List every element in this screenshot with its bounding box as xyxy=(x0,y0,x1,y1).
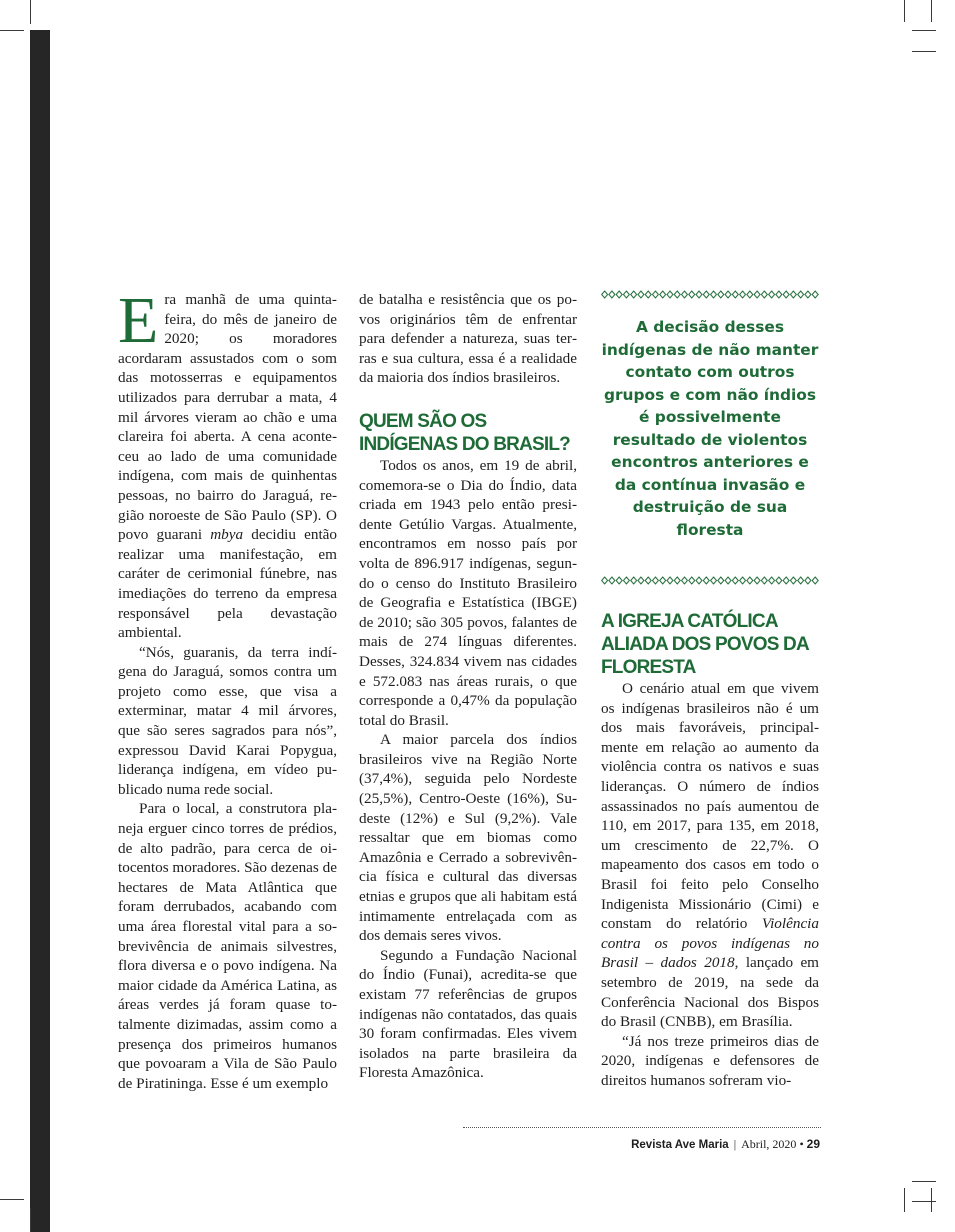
footer-separator: | xyxy=(733,1137,737,1151)
body-paragraph: Para o local, a construtora planeja erguer cinco torres de prédios, de alto padrão, para cerca de oitocentos moradores. São dezenas de hectares de Mata Atlântica que foram derrubados, acabando com uma área florestal vital para a sobrevivência de animais silvestres, flora diversa e o povo indígena. Na maior cidade da América Latina, as áreas verdes já foram quase totalmente dizimadas, assim como a presença dos primeiros humanos que povoaram a Vila de São Paulo de Piratininga. Esse é um exemplo xyxy=(118,800,337,1092)
column-3-body xyxy=(601,610,819,1090)
page-number: 29 xyxy=(806,1137,820,1151)
crop-mark xyxy=(0,30,24,31)
crop-mark xyxy=(912,1201,936,1202)
article-column-1 xyxy=(118,284,338,1093)
section-heading: QUEM SÃO OS INDÍGENAS DO BRASIL? xyxy=(359,410,570,455)
pull-quote xyxy=(601,290,819,586)
crop-mark xyxy=(30,0,31,24)
continued-paragraph: de batalha e resistência que os povos originários têm de enfrentar para defender a natureza, suas terras e sua cultura, essa é a realidade da maioria dos índios brasileiros. xyxy=(359,291,577,387)
crop-mark xyxy=(912,1181,936,1182)
body-paragraph: A maior parcela dos índios brasileiros vive na Região Norte (37,4%), seguida pelo Nordeste (25,5%), Centro-Oeste (16%), Sudeste (12%) e Sul (9,2%). Vale ressaltar que em biomas como Amazônia e Cerrado a sobrevivência física e cultural das diversas etnias e grupos que ali habitam está intimamente entrelaçada com as dos demais seres vivos. xyxy=(359,731,577,945)
opening-paragraph: Era manhã de uma quinta-feira, do mês de janeiro de 2020; os moradores acordaram assustados com o som das motosserras e equipamentos utilizados para derrubar a mata, 4 mil árvores vieram ao chão e uma clareira foi aberta. A cena aconteceu ao lado de uma comunidade indígena, com mais de quinhentas pessoas, no bairro do Jaraguá, região noroeste de São Paulo (SP). O povo guarani mbya decidiu então realizar uma manifestação, em caráter de cerimonial fúnebre, nas imediações do terreno da empresa responsável pela devastação ambiental. xyxy=(118,284,338,642)
body-paragraph: Todos os anos, em 19 de abril, comemora-se o Dia do Índio, data criada em 1943 pelo então presidente Getúlio Vargas. Atualmente, encontramos em nosso país por volta de 896.917 indígenas, segundo o censo do Instituto Brasileiro de Geografia e Estatística (IBGE) de 2010; são 305 povos, falantes de mais de 274 línguas diferentes. Desses, 324.834 vivem nas cidades e 572.083 nas áreas rurais, o que corresponde a 0,47% da população total do Brasil. xyxy=(359,456,577,729)
issue-date: Abril, 2020 xyxy=(741,1137,797,1151)
section-heading: A IGREJA CATÓLICA ALIADA DOS POVOS DA FLORESTA xyxy=(601,611,809,678)
body-paragraph: “Já nos treze primeiros dias de 2020, indígenas e defensores de direitos humanos sofreram vio- xyxy=(601,1032,819,1089)
crop-mark xyxy=(30,1208,31,1232)
crop-mark xyxy=(931,1188,932,1212)
quote-paragraph: “Nós, guaranis, da terra indígena do Jaraguá, somos contra um projeto como esse, que visa a exterminar, matar 4 mil árvores, que são seres sagrados para nós”, expressou David Karai Popygua, liderança indígena, em vídeo publicado numa rede social. xyxy=(118,643,337,798)
binding-spine xyxy=(30,30,50,1232)
pull-quote-text: A decisão desses indígenas de não manter contato com outros grupos e com não índios é possivelmente resultado de violentos encontros anteriores e da contínua invasão e destruição de sua floresta xyxy=(601,318,819,539)
body-paragraph: O cenário atual em que vivem os indígenas brasileiros não é um dos mais favoráveis, principalmente em relação ao aumento da violência contra os nativos e suas lideranças. O número de índios assassinados no país aumentou de 110, em 2017, para 135, em 2018, um crescimento de 22,7%. O mapeamento dos casos em todo o Brasil foi feito pelo Conselho Indigenista Missionário (Cimi) e constam do relatório Violência contra os povos indígenas no Brasil – dados 2018, lançado em setembro de 2019, na sede da Conferência Nacional dos Bispos do Brasil (CNBB), em Brasília. xyxy=(601,680,819,1031)
footer-rule xyxy=(463,1127,821,1128)
crop-mark xyxy=(912,51,936,52)
crop-mark xyxy=(904,0,905,22)
ornament-border-icon xyxy=(601,576,819,585)
body-paragraph: Segundo a Fundação Nacional do Índio (Funai), acredita-se que existam 77 referências de grupos indígenas não contatados, das quais 30 foram confirmadas. Eles vivem isolados na parte brasileira da Floresta Amazônica. xyxy=(359,946,577,1082)
article-column-2 xyxy=(359,290,577,1083)
crop-mark xyxy=(0,1199,24,1200)
drop-cap: E xyxy=(118,284,159,357)
crop-mark xyxy=(912,30,936,31)
ornament-border-icon xyxy=(601,290,819,299)
footer-bullet: • xyxy=(799,1137,804,1151)
crop-mark xyxy=(931,0,932,22)
crop-mark xyxy=(904,1188,905,1212)
magazine-name: Revista Ave Maria xyxy=(631,1139,729,1151)
page-footer xyxy=(631,1136,820,1153)
